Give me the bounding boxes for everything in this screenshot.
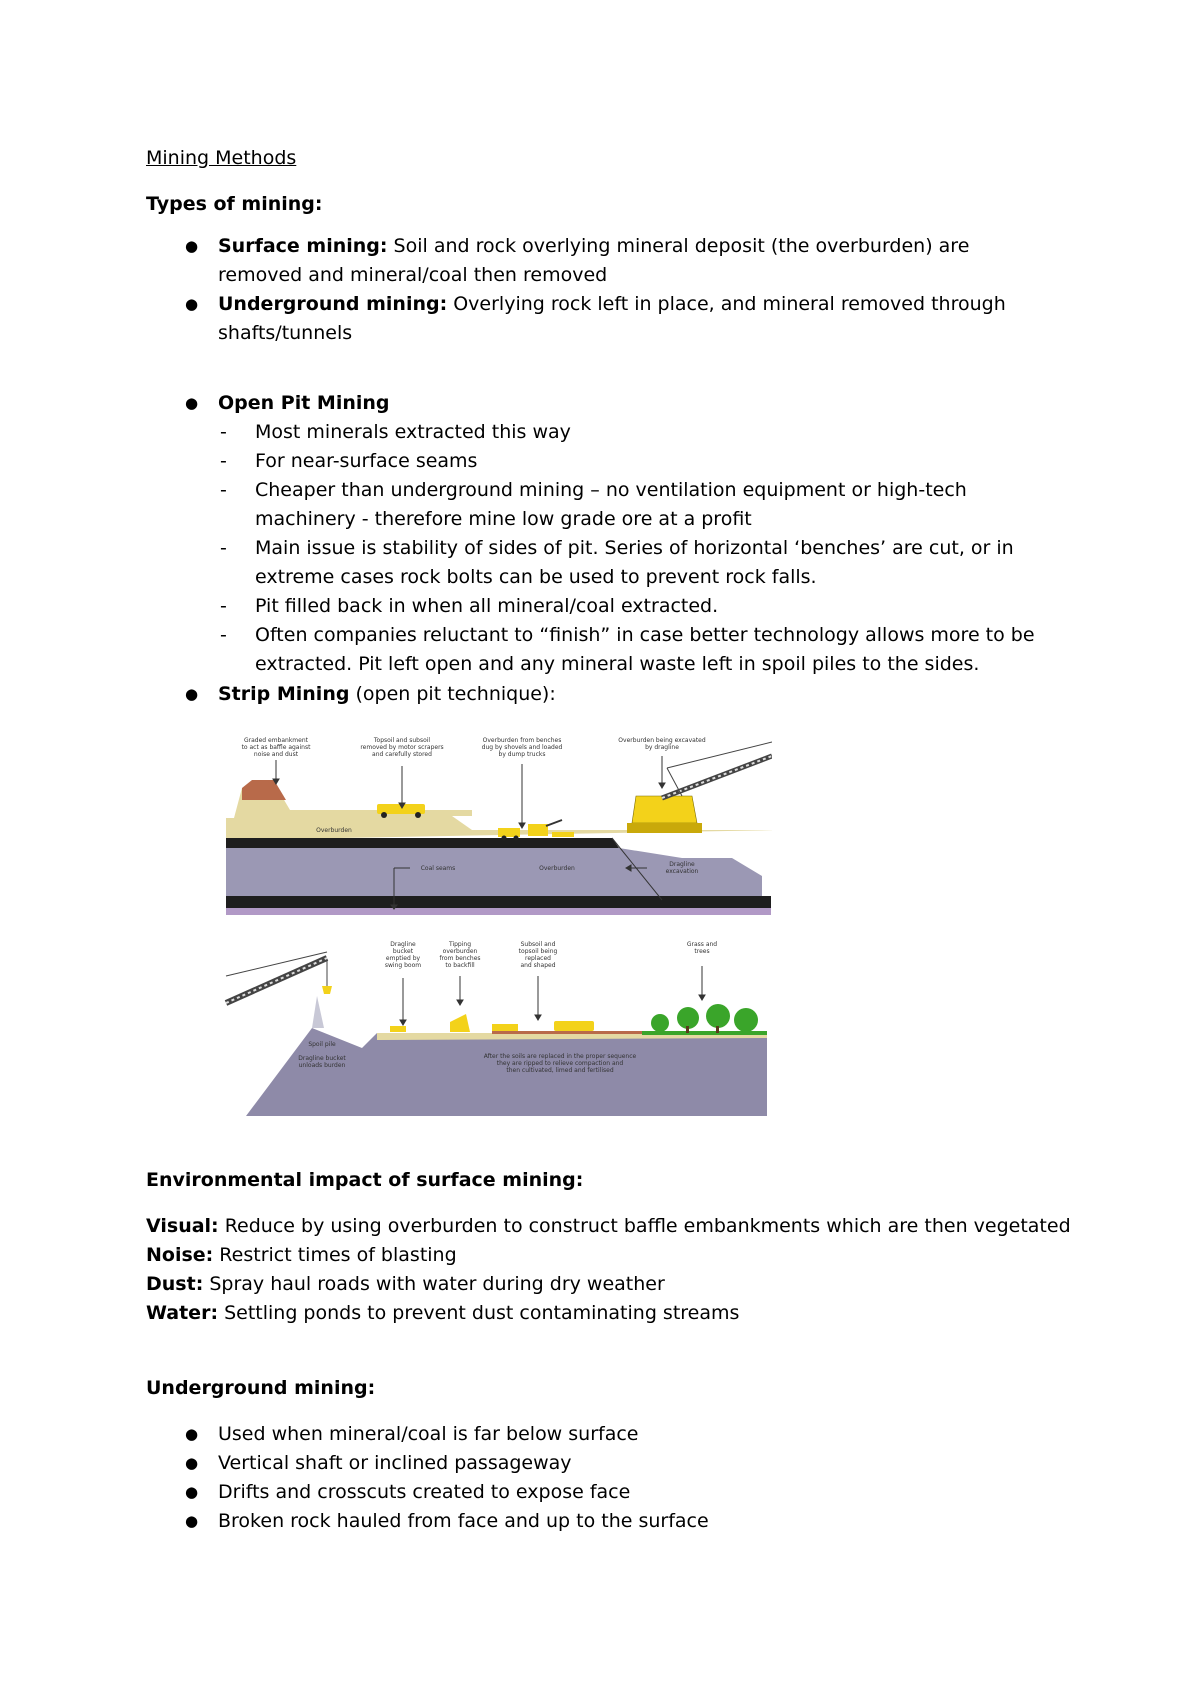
fig-label: noise and dust: [253, 751, 299, 758]
fig-label: bucket: [392, 948, 414, 955]
bullet-icon: ●: [185, 295, 199, 313]
fig-label: Subsoil and: [520, 941, 556, 948]
env-label: Visual:: [146, 1215, 219, 1237]
open-pit-item: Cheaper than underground mining – no ventilation equipment or high-tech machinery - therefore mine low grade ore at a profit: [255, 479, 967, 530]
env-item-noise: [146, 1241, 1106, 1270]
fig-label: trees: [694, 948, 710, 955]
env-item-dust: [146, 1270, 1106, 1299]
fig-label: Topsoil and subsoil: [373, 737, 431, 744]
fig-label: Tipping: [448, 941, 472, 948]
fig-label: Overburden being excavated: [618, 737, 706, 744]
underground-item: Vertical shaft or inclined passageway: [218, 1452, 572, 1474]
dash-marker: -: [220, 624, 227, 646]
underground-item: Used when mineral/coal is far below surface: [218, 1423, 639, 1445]
bullet-icon: ●: [185, 1512, 199, 1530]
dash-marker: -: [220, 537, 227, 559]
underground-item: Broken rock hauled from face and up to the surface: [218, 1510, 709, 1532]
type-item-surface: [218, 232, 1058, 290]
fig-label: After the soils are replaced in the proper sequence: [483, 1053, 637, 1060]
scraper-icon: [554, 1021, 594, 1031]
fig-label: removed by motor scrapers: [360, 744, 444, 751]
diagram-top-panel: [226, 737, 772, 915]
types-heading: Types of mining:: [146, 193, 323, 215]
bullet-icon: ●: [185, 685, 199, 703]
fig-label: then cultivated, limed and fertilised: [506, 1067, 614, 1074]
fig-label: by dragline: [645, 744, 679, 751]
strip-mining-diagram: [222, 728, 772, 1116]
dash-marker: -: [220, 595, 227, 617]
fig-label: topsoil being: [518, 948, 558, 955]
tipper-icon: [450, 1014, 470, 1032]
bullet-icon: ●: [185, 237, 199, 255]
fig-label: Overburden: [539, 865, 575, 872]
underground-heading: Underground mining:: [146, 1377, 376, 1399]
open-pit-item: Main issue is stability of sides of pit. Series of horizontal ‘benches’ are cut, or in extreme cases rock bolts can be used to prevent rock falls.: [255, 537, 1014, 588]
env-text: Restrict times of blasting: [213, 1244, 457, 1266]
env-item-visual: [146, 1212, 1106, 1241]
fig-label: excavation: [665, 868, 699, 875]
fig-label: replaced: [525, 955, 551, 962]
underground-item: Drifts and crosscuts created to expose face: [218, 1481, 631, 1503]
fig-label: overburden: [442, 948, 478, 955]
bullet-icon: ●: [185, 1425, 199, 1443]
fig-label: unloads burden: [298, 1062, 346, 1069]
fig-label: by dump trucks: [498, 751, 546, 758]
truck-icon: [492, 1024, 518, 1031]
env-label: Dust:: [146, 1273, 204, 1295]
open-pit-heading: Open Pit Mining: [218, 392, 390, 414]
fig-label: Dragline: [390, 941, 416, 948]
fig-label: Graded embankment: [244, 737, 308, 744]
dragline-boom-icon: [226, 952, 332, 1003]
type-item-underground: [218, 290, 1058, 348]
env-label: Noise:: [146, 1244, 214, 1266]
fig-label: Dragline: [669, 861, 695, 868]
fig-label: from benches: [439, 955, 481, 962]
fig-label: dug by shovels and loaded: [481, 744, 563, 751]
fig-label: Spoil pile: [308, 1041, 336, 1048]
fig-label: Grass and: [686, 941, 718, 948]
type-text: Soil and rock overlying mineral deposit (the overburden) are removed and mineral/coal then removed: [218, 235, 970, 286]
fig-label: emptied by: [385, 955, 421, 962]
dash-marker: -: [220, 479, 227, 501]
open-pit-item: Most minerals extracted this way: [255, 421, 571, 443]
open-pit-item: For near-surface seams: [255, 450, 478, 472]
env-text: Spray haul roads with water during dry weather: [203, 1273, 665, 1295]
strip-mining-item: [218, 680, 1058, 709]
doc-title: Mining Methods: [146, 147, 297, 169]
bullet-icon: ●: [185, 1454, 199, 1472]
bullet-icon: ●: [185, 394, 199, 412]
strip-text: (open pit technique):: [349, 683, 556, 705]
fig-label: Coal seams: [420, 865, 456, 872]
fig-label: to backfill: [445, 962, 475, 969]
dash-marker: -: [220, 450, 227, 472]
fig-label: Overburden: [316, 827, 352, 834]
strip-label: Strip Mining: [218, 683, 350, 705]
diagram-bottom-panel: [226, 941, 767, 1116]
open-pit-item: Pit filled back in when all mineral/coal extracted.: [255, 595, 719, 617]
env-item-water: [146, 1299, 1106, 1328]
type-text: Overlying rock left in place, and mineral removed through shafts/tunnels: [218, 293, 1006, 344]
fig-label: to act as baffle against: [241, 744, 311, 751]
bullet-icon: ●: [185, 1483, 199, 1501]
env-text: Settling ponds to prevent dust contaminating streams: [218, 1302, 740, 1324]
open-pit-item: Often companies reluctant to “finish” in case better technology allows more to be extracted. Pit left open and any mineral waste left in spoil piles to the sides.: [255, 624, 1035, 675]
fig-label: Dragline bucket: [298, 1055, 346, 1062]
type-label: Surface mining:: [218, 235, 388, 257]
fig-label: and carefully stored: [372, 751, 432, 758]
type-label: Underground mining:: [218, 293, 448, 315]
env-heading: Environmental impact of surface mining:: [146, 1169, 584, 1191]
fig-label: they are ripped to relieve compaction and: [496, 1060, 624, 1067]
dash-marker: -: [220, 421, 227, 443]
fig-label: Overburden from benches: [482, 737, 562, 744]
trees-icon: [651, 1004, 758, 1033]
fig-label: and shaped: [520, 962, 556, 969]
env-text: Reduce by using overburden to construct baffle embankments which are then vegetated: [218, 1215, 1071, 1237]
fig-label: swing boom: [384, 962, 422, 969]
dozer-icon: [390, 1026, 406, 1032]
env-label: Water:: [146, 1302, 219, 1324]
